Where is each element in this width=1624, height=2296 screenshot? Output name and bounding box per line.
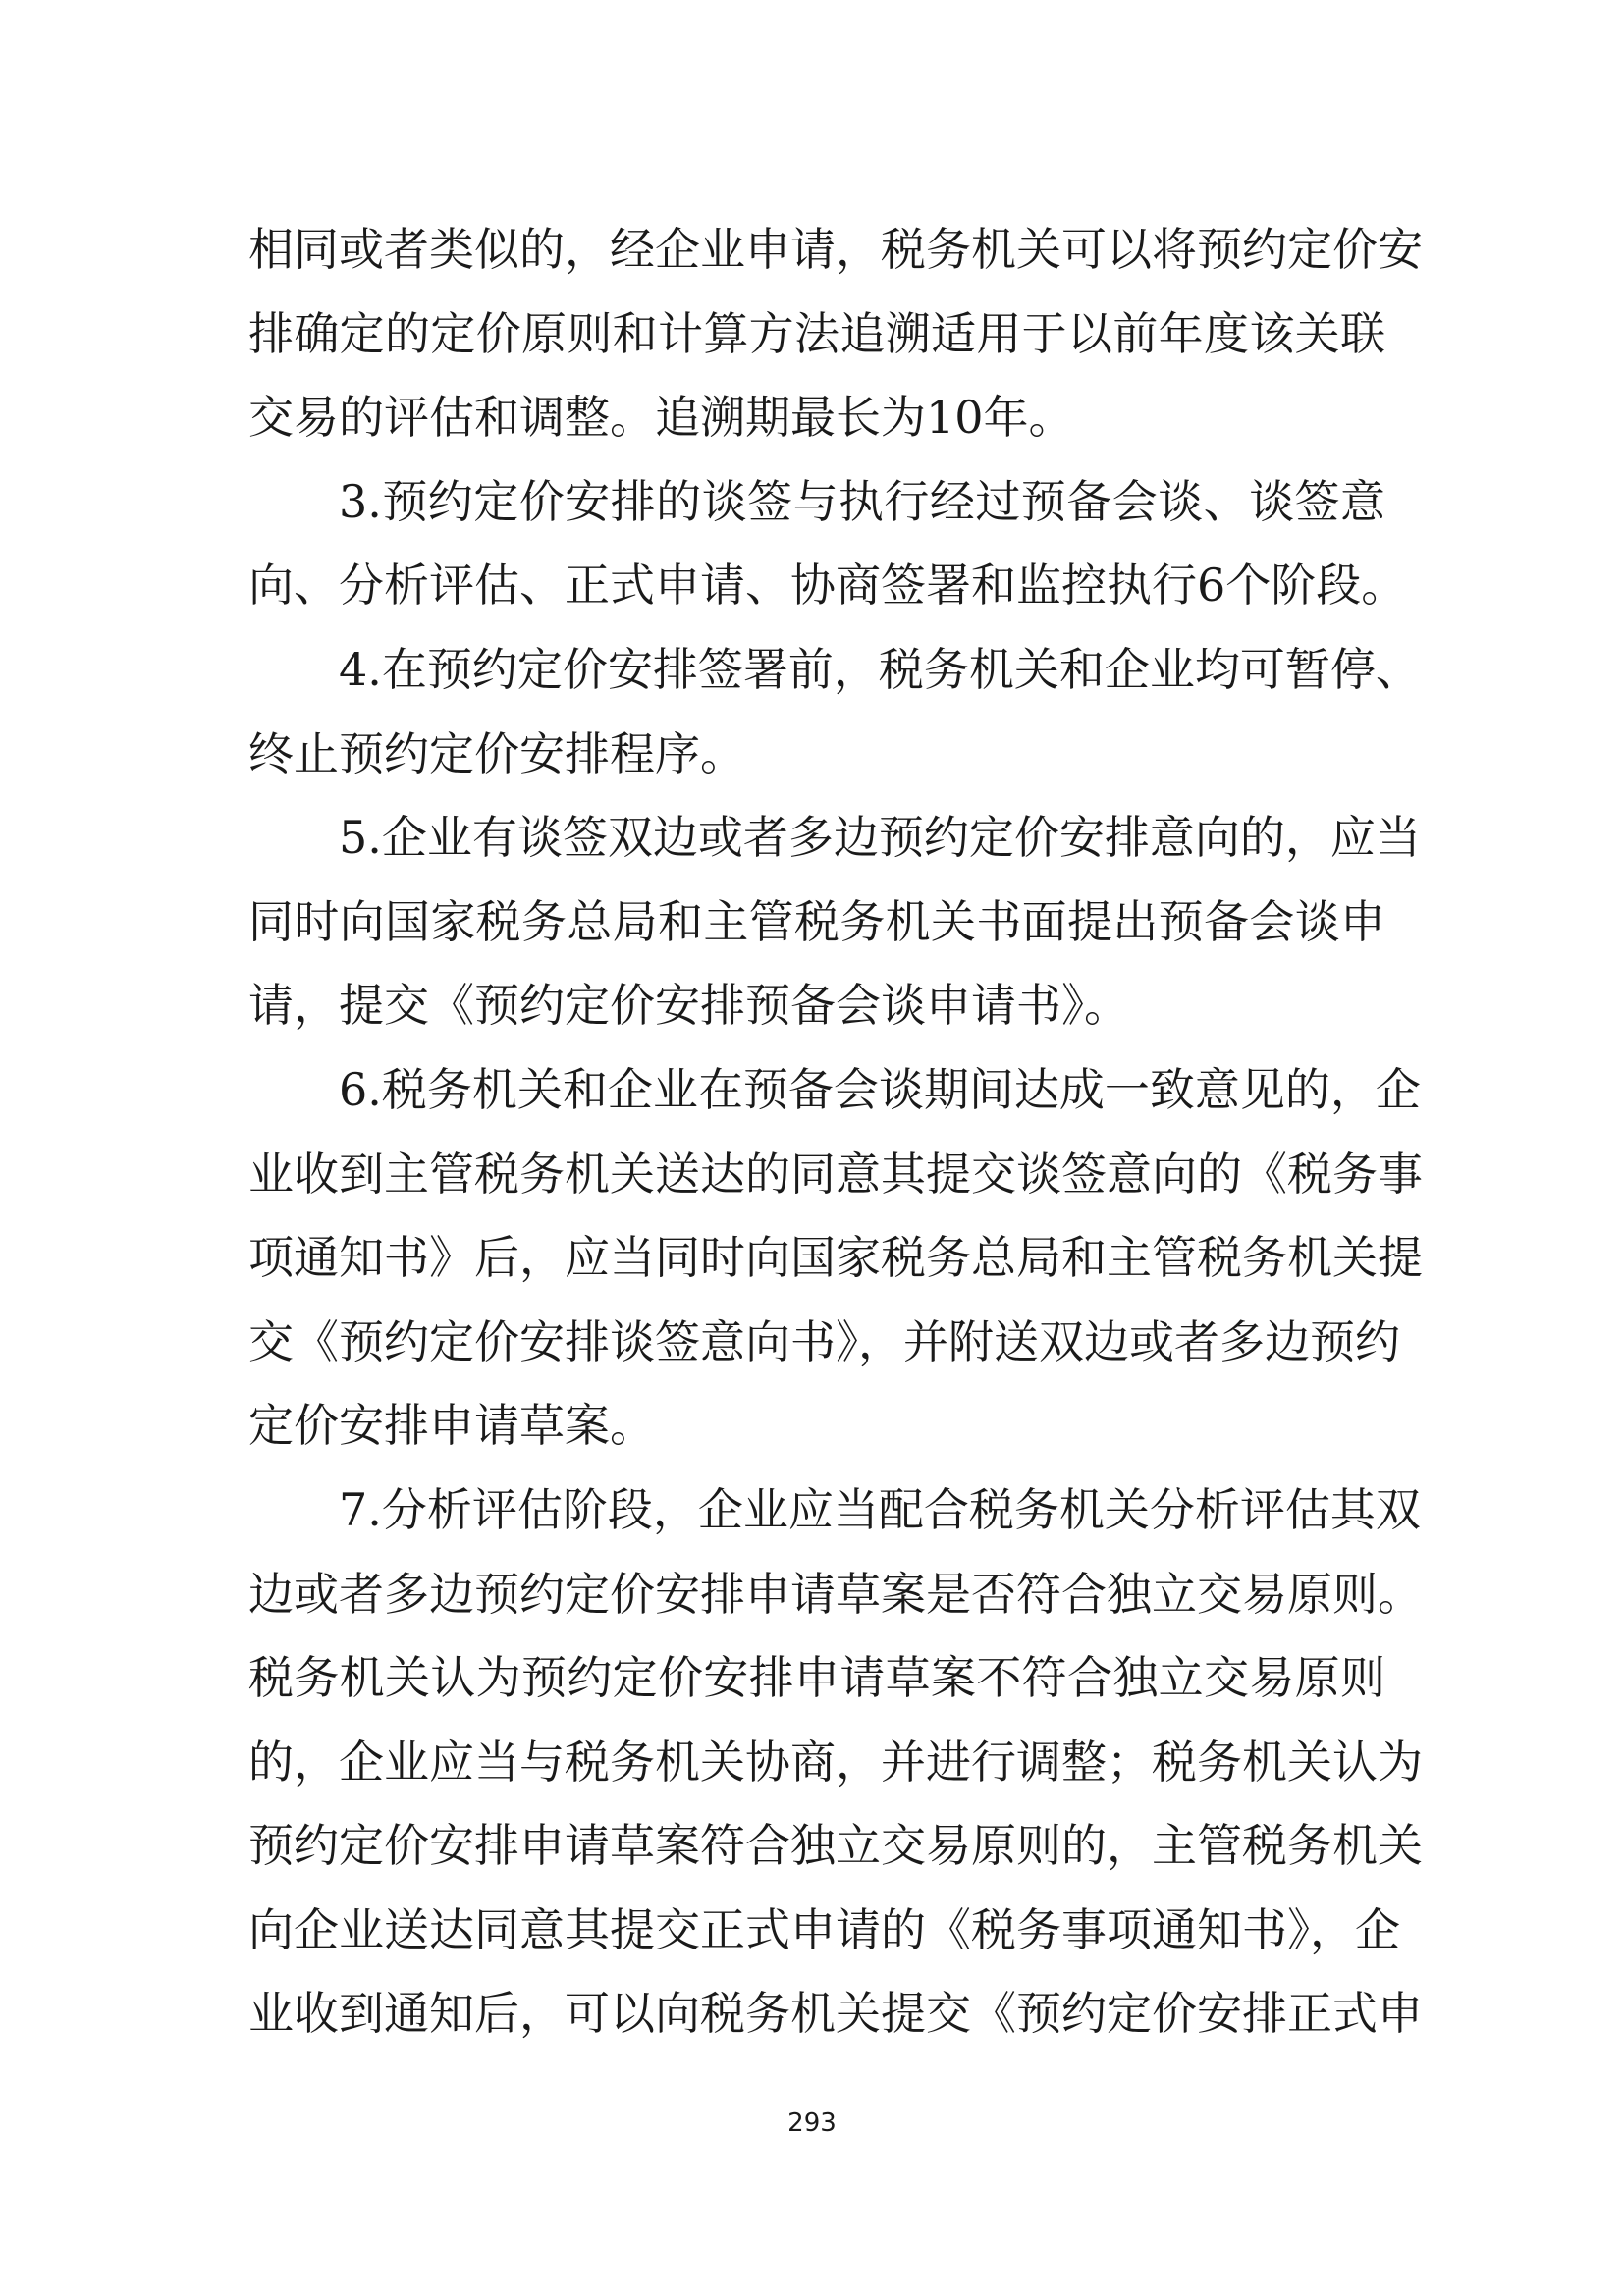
paragraph-item-3	[248, 460, 1407, 628]
text-line: 项通知书》后，应当同时向国家税务总局和主管税务机关提	[248, 1231, 1423, 1285]
text-line: 5.企业有谈签双边或者多边预约定价安排意向的，应当	[339, 811, 1421, 865]
text-line: 终止预约定价安排程序。	[248, 726, 745, 780]
text-line: 的，企业应当与税务机关协商，并进行调整；税务机关认为	[248, 1735, 1423, 1789]
text-line: 业收到主管税务机关送达的同意其提交谈签意向的《税务事	[248, 1147, 1423, 1201]
text-line: 向、分析评估、正式申请、协商签署和监控执行6个阶段。	[248, 559, 1407, 613]
text-line: 7.分析评估阶段，企业应当配合税务机关分析评估其双	[339, 1482, 1421, 1536]
text-line: 税务机关认为预约定价安排申请草案不符合独立交易原则	[248, 1651, 1385, 1705]
text-line: 请，提交《预约定价安排预备会谈申请书》。	[248, 979, 1129, 1033]
paragraph-continuation	[248, 208, 1423, 460]
text-line: 定价安排申请草案。	[248, 1399, 655, 1453]
text-line: 交《预约定价安排谈签意向书》，并附送双边或者多边预约	[248, 1314, 1400, 1368]
text-line: 相同或者类似的，经企业申请，税务机关可以将预约定价安	[248, 223, 1423, 276]
text-line: 6.税务机关和企业在预备会谈期间达成一致意见的，企	[339, 1062, 1421, 1116]
paragraph-item-4	[248, 628, 1421, 796]
text-line: 业收到通知后，可以向税务机关提交《预约定价安排正式申	[248, 1987, 1423, 2041]
text-line: 边或者多边预约定价安排申请草案是否符合独立交易原则。	[248, 1567, 1423, 1621]
text-line: 向企业送达同意其提交正式申请的《税务事项通知书》，企	[248, 1902, 1400, 1956]
page-body	[248, 208, 1423, 2056]
paragraph-item-6	[248, 1048, 1423, 1468]
text-line: 排确定的定价原则和计算方法追溯适用于以前年度该关联	[248, 306, 1385, 360]
text-line: 4.在预约定价安排签署前，税务机关和企业均可暂停、	[339, 642, 1421, 696]
text-line: 交易的评估和调整。追溯期最长为10年。	[248, 391, 1074, 445]
text-line: 3.预约定价安排的谈签与执行经过预备会谈、谈签意	[339, 474, 1385, 528]
page-number: 293	[787, 2109, 837, 2138]
paragraph-item-5	[248, 796, 1421, 1048]
paragraph-item-7	[248, 1468, 1423, 2056]
text-line: 预约定价安排申请草案符合独立交易原则的，主管税务机关	[248, 1819, 1423, 1873]
text-line: 同时向国家税务总局和主管税务机关书面提出预备会谈申	[248, 894, 1385, 948]
